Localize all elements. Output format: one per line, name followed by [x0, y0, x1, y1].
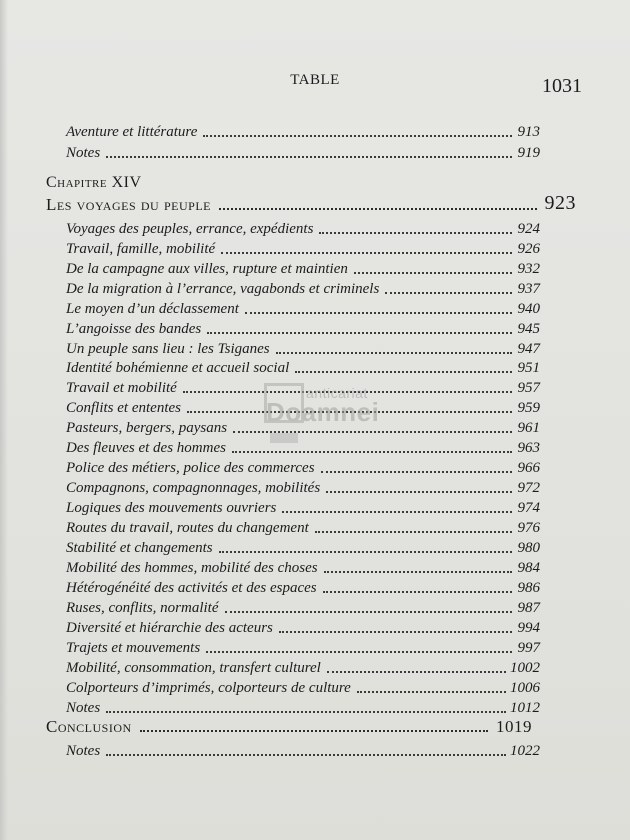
dot-leader — [219, 539, 512, 553]
toc-entry-page: 963 — [517, 440, 540, 456]
toc-entry-title: Un peuple sans lieu : les Tsiganes — [66, 341, 270, 357]
toc-entry-title: Pasteurs, bergers, paysans — [66, 420, 228, 436]
toc-entry-page: 951 — [517, 360, 540, 376]
dot-leader — [207, 320, 512, 334]
toc-entry-page: 919 — [517, 145, 540, 161]
toc-entry-page: 974 — [517, 500, 540, 516]
chapter-label: Chapitre XIV — [46, 174, 142, 191]
toc-entry-title: Notes — [66, 145, 101, 161]
dot-leader — [354, 260, 512, 274]
toc-entry-title: L’angoisse des bandes — [66, 321, 202, 337]
toc-entry-page: 1002 — [510, 660, 540, 676]
toc-entry-page: 945 — [517, 321, 540, 337]
toc-entry-title: Routes du travail, routes du changement — [66, 520, 309, 536]
toc-entry-title: Diversité et hiérarchie des acteurs — [66, 620, 273, 636]
dot-leader — [225, 599, 513, 613]
toc-entry-title: Notes — [66, 743, 101, 759]
section-heading — [46, 192, 576, 215]
toc-entry — [66, 298, 540, 318]
section-page: 923 — [544, 192, 576, 214]
toc-entry — [66, 637, 540, 657]
toc-entry — [66, 597, 540, 617]
toc-entry-title: De la migration à l’errance, vagabonds et criminels — [66, 281, 380, 297]
toc-entry-page: 987 — [517, 600, 540, 616]
dot-leader — [106, 144, 512, 158]
toc-entry-page: 966 — [517, 460, 540, 476]
toc-entry — [66, 517, 540, 537]
dot-leader — [282, 499, 512, 513]
dot-leader — [327, 659, 506, 673]
toc-entry-title: Police des métiers, police des commerces — [66, 460, 315, 476]
toc-entry — [66, 121, 540, 141]
toc-entry-page: 937 — [517, 281, 540, 297]
toc-entry — [66, 318, 540, 338]
toc-entry — [66, 557, 540, 577]
toc-entry-page: 913 — [517, 124, 540, 140]
toc-entry-page: 961 — [517, 420, 540, 436]
dot-leader — [323, 579, 512, 593]
toc-entry — [66, 278, 540, 298]
toc-entry — [66, 142, 540, 162]
dot-leader — [295, 359, 512, 373]
dot-leader — [203, 123, 512, 137]
conclusion-title: Conclusion — [46, 717, 132, 736]
toc-entry — [66, 497, 540, 517]
toc-entry-page: 1012 — [510, 700, 540, 716]
toc-entry — [66, 537, 540, 557]
toc-entry-title: Hétérogénéité des activités et des espaces — [66, 580, 317, 596]
toc-entry-title: Le moyen d’un déclassement — [66, 301, 239, 317]
toc-entry — [66, 617, 540, 637]
section-title: Les voyages du peuple — [46, 195, 211, 214]
dot-leader — [326, 479, 512, 493]
toc-entry-title: Notes — [66, 700, 101, 716]
toc-entry-page: 986 — [517, 580, 540, 596]
dot-leader — [221, 240, 512, 254]
dot-leader — [321, 459, 512, 473]
toc-entry-title: Identité bohémienne et accueil social — [66, 360, 290, 376]
toc-entry-title: Mobilité, consommation, transfert culturel — [66, 660, 321, 676]
dot-leader — [140, 718, 488, 732]
toc-entry-title: Colporteurs d’imprimés, colporteurs de culture — [66, 680, 351, 696]
toc-entry-page: 947 — [517, 341, 540, 357]
toc-entry-title: Voyages des peuples, errance, expédients — [66, 221, 314, 237]
toc-entry — [66, 677, 540, 697]
dot-leader — [106, 699, 506, 713]
toc-entry — [66, 477, 540, 497]
toc-entry-title: Trajets et mouvements — [66, 640, 201, 656]
toc-entry — [66, 657, 540, 677]
toc-entry — [66, 258, 540, 278]
dot-leader — [106, 742, 506, 756]
toc-entry-page: 997 — [517, 640, 540, 656]
toc-entry — [66, 740, 540, 760]
toc-entry-title: De la campagne aux villes, rupture et maintien — [66, 261, 348, 277]
dot-leader — [315, 519, 512, 533]
running-header-title: TABLE — [290, 72, 340, 88]
dot-leader — [219, 196, 537, 210]
toc-entry-title: Ruses, conflits, normalité — [66, 600, 219, 616]
watermark — [264, 383, 379, 458]
toc-entry-page: 994 — [517, 620, 540, 636]
toc-entry — [66, 238, 540, 258]
toc-entry-page: 932 — [517, 261, 540, 277]
toc-entry-page: 1022 — [510, 743, 540, 759]
dot-leader — [245, 300, 512, 314]
dot-leader — [385, 280, 512, 294]
watermark-small-text: anticariat — [306, 385, 368, 401]
toc-entry — [66, 577, 540, 597]
watermark-big-text: Doamnei — [266, 397, 380, 427]
dot-leader — [206, 639, 512, 653]
toc-entry — [66, 357, 540, 377]
conclusion-heading — [46, 717, 532, 737]
toc-entry — [66, 218, 540, 238]
toc-entry-title: Compagnons, compagnonnages, mobilités — [66, 480, 321, 496]
conclusion-page: 1019 — [496, 717, 532, 736]
toc-entry-title: Travail et mobilité — [66, 380, 177, 396]
dot-leader — [276, 340, 512, 354]
toc-entry-page: 959 — [517, 400, 540, 416]
watermark-logo-bar — [270, 433, 298, 443]
toc-entry-title: Mobilité des hommes, mobilité des choses — [66, 560, 318, 576]
toc-entry-title: Aventure et littérature — [66, 124, 198, 140]
dot-leader — [324, 559, 512, 573]
toc-entry-page: 1006 — [510, 680, 540, 696]
toc-entry-page: 926 — [517, 241, 540, 257]
toc-entry — [66, 697, 540, 717]
toc-entry — [66, 338, 540, 358]
toc-entry-page: 984 — [517, 560, 540, 576]
toc-entry-title: Logiques des mouvements ouvriers — [66, 500, 277, 516]
toc-entry-title: Stabilité et changements — [66, 540, 213, 556]
dot-leader — [357, 679, 506, 693]
dot-leader — [279, 619, 512, 633]
toc-entry — [66, 457, 540, 477]
toc-entry-page: 940 — [517, 301, 540, 317]
toc-entry-page: 976 — [517, 520, 540, 536]
toc-entry-page: 957 — [517, 380, 540, 396]
toc-entry-title: Travail, famille, mobilité — [66, 241, 216, 257]
toc-entry-page: 924 — [517, 221, 540, 237]
toc-entry-title: Des fleuves et des hommes — [66, 440, 226, 456]
toc-entry-title: Conflits et ententes — [66, 400, 181, 416]
dot-leader — [319, 220, 512, 234]
toc-entry-page: 972 — [517, 480, 540, 496]
toc-entry-page: 980 — [517, 540, 540, 556]
page-number: 1031 — [542, 75, 582, 97]
